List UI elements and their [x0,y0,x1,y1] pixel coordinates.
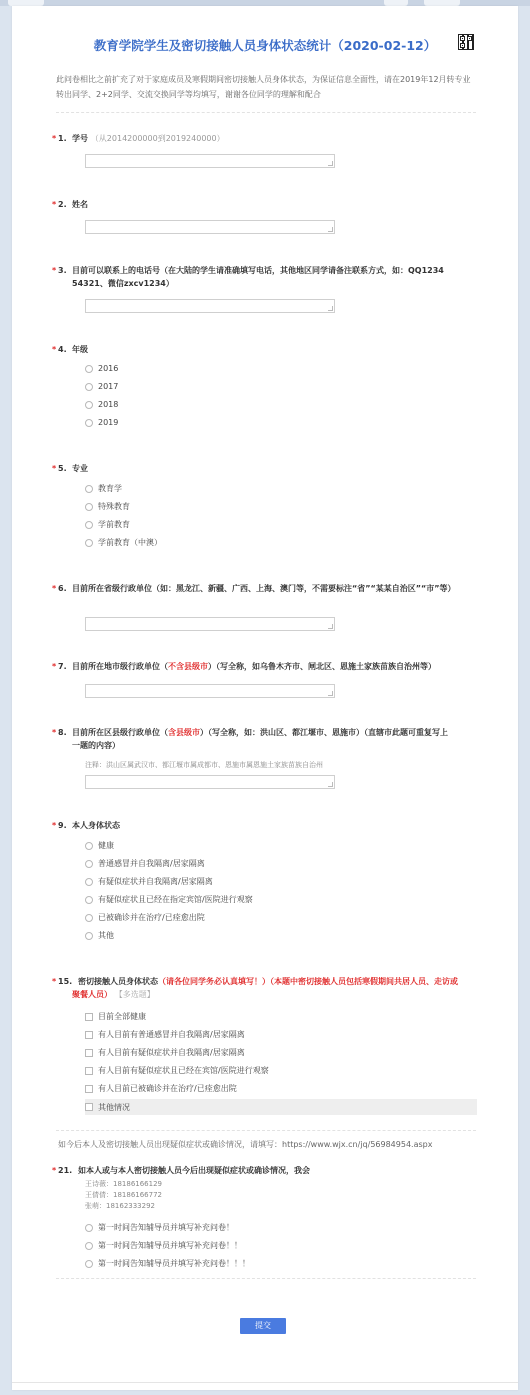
health-option[interactable] [85,858,205,869]
question-label [52,264,452,290]
question-emphasis: 不含县级市 [168,662,208,671]
question-3 [52,264,482,290]
required-star: * [52,345,57,354]
option-label: 第一时间告知辅导员并填写补充问卷！！ [98,1241,242,1250]
question-label [52,462,482,475]
major-option[interactable] [85,537,162,548]
checkbox-icon[interactable] [85,1085,93,1093]
option-label: 其他情况 [98,1102,130,1112]
option-label: 2016 [98,364,119,373]
contact-option[interactable] [85,1065,269,1076]
question-4 [52,343,482,427]
grade-option[interactable] [85,418,118,427]
question-8 [52,726,482,769]
survey-card [12,6,518,1390]
major-option[interactable] [85,483,122,494]
question-15 [52,975,482,1112]
required-star: * [52,584,57,593]
option-label: 有人目前有普通感冒并自我隔离/居家隔离 [98,1030,245,1039]
question-number: 7. [58,662,67,671]
multi-select-tag: 【多选题】 [114,990,155,999]
district-input[interactable] [85,775,335,789]
required-star: * [52,134,57,143]
checkbox-icon[interactable] [85,1103,93,1111]
option-label: 教育学 [98,484,122,493]
question-21 [52,1164,482,1268]
health-option[interactable] [85,930,114,941]
qr-code-icon[interactable] [458,34,474,50]
question-note: 注释：洪山区属武汉市、都江堰市属成都市、恩施市属恩施土家族苗族自治州 [85,761,323,769]
question-text: 密切接触人员身体状态 [78,977,158,986]
option-label: 第一时间告知辅导员并填写补充问卷！ [98,1223,234,1232]
question-label [52,582,456,595]
question-emphasis: （请各位同学务必认真填写！）（本题中密切接触人员包括寒假期间共居人员、走访或聚餐人员） [72,977,458,999]
question-5 [52,462,482,547]
required-star: * [52,200,57,209]
radio-icon[interactable] [85,932,93,940]
radio-icon[interactable] [85,860,93,868]
grade-option[interactable] [85,400,118,409]
option-label: 已被确诊并在治疗/已痊愈出院 [98,913,205,922]
required-star: * [52,821,57,830]
radio-icon[interactable] [85,521,93,529]
question-label [52,975,462,1001]
contact-line: 张萌：18162333292 [85,1202,155,1210]
question-7 [52,660,482,673]
question-number: 9. [58,821,67,830]
name-input[interactable] [85,220,335,234]
radio-icon[interactable] [85,401,93,409]
phone-input[interactable] [85,299,335,313]
question-label [52,819,482,832]
checkbox-icon[interactable] [85,1031,93,1039]
radio-icon[interactable] [85,842,93,850]
question-number: 21. [58,1166,73,1175]
radio-icon[interactable] [85,1242,93,1250]
health-option[interactable] [85,912,205,923]
checkbox-icon[interactable] [85,1049,93,1057]
grade-option[interactable] [85,364,118,373]
question-emphasis: 含县级市 [168,728,200,737]
required-star: * [52,464,57,473]
required-star: * [52,266,57,275]
question-1 [52,132,482,145]
grade-option[interactable] [85,382,118,391]
question-number: 6. [58,584,67,593]
option-label: 学前教育 [98,520,130,529]
option-label: 有人目前有疑似症状且已经在宾馆/医院进行观察 [98,1066,269,1075]
major-option[interactable] [85,501,130,512]
question-number: 5. [58,464,67,473]
question-text: ）（写全称，如乌鲁木齐市、闸北区、恩施土家族苗族自治州等） [208,662,436,671]
province-input[interactable] [85,617,335,631]
contact-option[interactable] [85,1047,245,1058]
question-text: 姓名 [72,200,88,209]
question-number: 3. [58,266,67,275]
question-number: 1. [58,134,67,143]
option-label: 有人目前已被确诊并在治疗/已痊愈出院 [98,1084,237,1093]
question-label [52,343,482,356]
submit-button[interactable]: 提交 [240,1318,286,1334]
radio-icon[interactable] [85,419,93,427]
radio-icon[interactable] [85,503,93,511]
question-text: 如本人或与本人密切接触人员今后出现疑似症状或确诊情况，我会 [78,1166,310,1175]
question-label [52,198,482,211]
followup-note: 如今后本人及密切接触人员出现疑似症状或确诊情况，请填写：https://www.wjx.cn/jq/56984954.aspx [58,1140,433,1149]
option-label: 有人目前有疑似症状并自我隔离/居家隔离 [98,1048,245,1057]
question-hint: （从2014200000到2019240000） [90,134,225,143]
question-text: ）（写全称，如：洪山区、都江堰市、恩施市）（直辖市此题可重复写上一题的内容） [72,728,448,750]
option-label: 其他 [98,931,114,940]
question-text: 目前所在省级行政单位（如：黑龙江、新疆、广西、上海、澳门等，不需要标注“省”“某某自治区”“市”等） [72,584,456,593]
radio-icon[interactable] [85,878,93,886]
radio-icon[interactable] [85,365,93,373]
question-number: 8. [58,728,67,737]
bottom-divider [12,1382,518,1383]
city-input[interactable] [85,684,335,698]
option-label: 有疑似症状并自我隔离/居家隔离 [98,877,213,886]
divider [56,112,476,113]
question-label [52,660,462,673]
question-text: 目前可以联系上的电话号（在大陆的学生请准确填写电话，其他地区同学请备注联系方式，如：QQ1234 54321、微信zxcv1234） [72,266,444,288]
question-number: 2. [58,200,67,209]
divider [56,1130,476,1131]
checkbox-icon[interactable] [85,1013,93,1021]
option-label: 2018 [98,400,119,409]
radio-icon[interactable] [85,1260,93,1268]
question-9 [52,819,482,940]
health-option[interactable] [85,876,213,887]
question-6 [52,582,482,595]
question-text: 本人身体状态 [72,821,120,830]
radio-icon[interactable] [85,896,93,904]
required-star: * [52,977,57,986]
question-2 [52,198,482,211]
question-number: 4. [58,345,67,354]
option-label: 2017 [98,382,119,391]
option-label: 学前教育（中澳） [98,538,162,547]
radio-icon[interactable] [85,914,93,922]
question-text: 学号 [72,134,88,143]
question-label [52,726,452,752]
question-text: 目前所在地市级行政单位（ [72,662,168,671]
required-star: * [52,662,57,671]
option-label: 第一时间告知辅导员并填写补充问卷！！！ [98,1259,250,1268]
question-number: 15. [58,977,73,986]
divider [56,1278,476,1279]
required-star: * [52,728,57,737]
checkbox-icon[interactable] [85,1067,93,1075]
commitment-option[interactable] [85,1258,250,1269]
radio-icon[interactable] [85,1224,93,1232]
question-label [52,132,482,145]
student-id-input[interactable] [85,154,335,168]
contact-option[interactable] [85,1011,146,1022]
option-label: 健康 [98,841,114,850]
commitment-option[interactable] [85,1240,242,1251]
commitment-option[interactable] [85,1222,234,1233]
question-text: 专业 [72,464,88,473]
question-text: 目前所在区县级行政单位（ [72,728,168,737]
option-label: 目前全部健康 [98,1012,146,1021]
question-text: 年级 [72,345,88,354]
survey-intro: 此问卷相比之前扩充了对于家庭成员及寒假期间密切接触人员身体状态，为保证信息全面性，请在2019年12月转专业转出同学、2+2同学、交流交换同学等均填写，谢谢各位同学的理解和配合 [56,75,471,99]
option-label: 2019 [98,418,119,427]
radio-icon[interactable] [85,539,93,547]
contact-option[interactable] [85,1083,237,1094]
required-star: * [52,1166,57,1175]
health-option[interactable] [85,894,253,905]
contact-option[interactable] [85,1099,477,1115]
option-label: 普通感冒并自我隔离/居家隔离 [98,859,205,868]
major-option[interactable] [85,519,130,530]
option-label: 特殊教育 [98,502,130,511]
contact-line: 王诗薇：18186166129 [85,1180,162,1188]
contact-line: 王倩倩：18186166772 [85,1191,162,1199]
option-label: 有疑似症状且已经在指定宾馆/医院进行观察 [98,895,253,904]
health-option[interactable] [85,840,114,851]
survey-title: 教育学院学生及密切接触人员身体状态统计（2020-02-12） [93,38,437,53]
radio-icon[interactable] [85,383,93,391]
radio-icon[interactable] [85,485,93,493]
question-label [52,1164,462,1177]
contact-option[interactable] [85,1029,245,1040]
